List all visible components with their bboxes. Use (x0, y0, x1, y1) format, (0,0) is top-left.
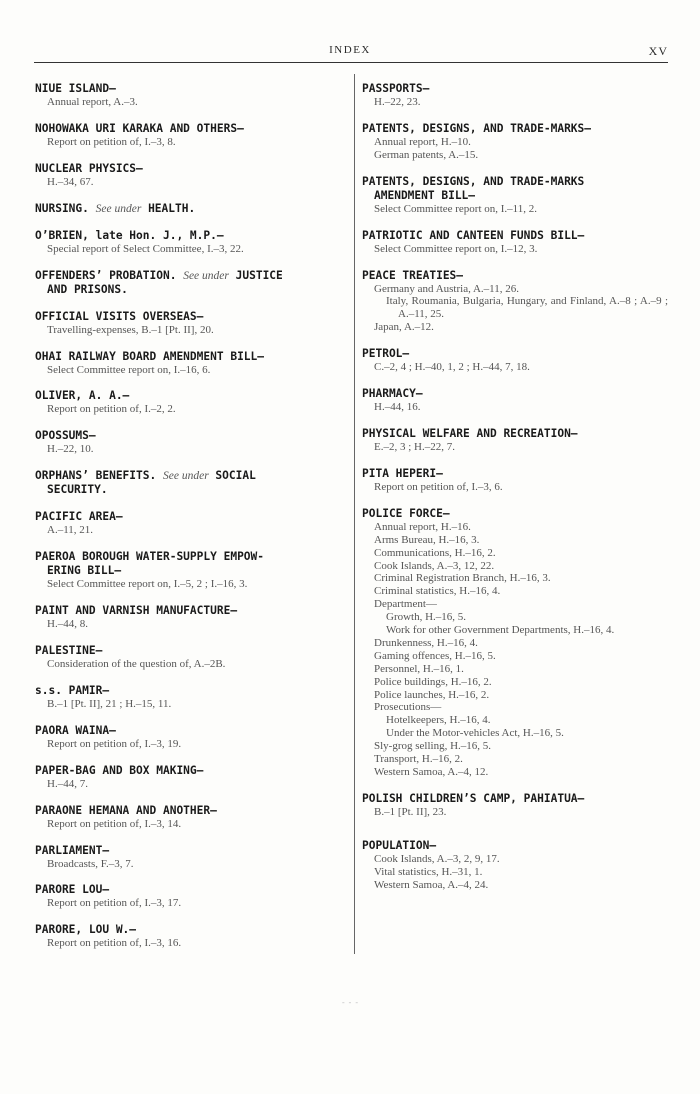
index-column-right (362, 82, 668, 892)
entry-reference: Annual report, H.–10. (374, 135, 471, 148)
entry-reference: Broadcasts, F.–3, 7. (47, 857, 134, 870)
index-entry (35, 883, 345, 910)
entry-reference: Select Committee report on, I.–12, 3. (374, 242, 538, 255)
entry-heading: PARLIAMENT— (35, 843, 110, 857)
index-entry (35, 229, 345, 256)
index-column-left (35, 82, 345, 950)
entry-reference: H.–34, 67. (47, 175, 94, 188)
entry-heading: NOHOWAKA URI KARAKA AND OTHERS— (35, 121, 244, 135)
entry-reference: Report on petition of, I.–3, 8. (47, 135, 176, 148)
entry-heading (35, 550, 345, 578)
entry-reference: Cook Islands, A.–3, 12, 22. (374, 559, 495, 572)
entry-heading: PITA HEPERI— (362, 466, 443, 480)
entry-title: OFFENDERS’ PROBATION. (35, 268, 177, 282)
entry-reference: Drunkenness, H.–16, 4. (374, 636, 478, 649)
entry-reference: H.–44, 8. (47, 618, 88, 631)
entry-reference: Hotelkeepers, H.–16, 4. (386, 714, 491, 727)
entry-heading: PHARMACY— (362, 387, 423, 401)
entry-reference: Report on petition of, I.–3, 14. (47, 817, 182, 830)
index-entry (362, 427, 668, 454)
entry-heading: OFFICIAL VISITS OVERSEAS— (35, 309, 204, 323)
cross-reference: JUSTICE (235, 268, 283, 282)
index-entry (362, 122, 668, 162)
entry-heading: PARORE, LOU W.— (35, 923, 137, 937)
entry-heading: PAORA WAINA— (35, 723, 116, 737)
entry-reference: Growth, H.–16, 5. (386, 611, 467, 624)
entry-heading: PACIFIC AREA— (35, 510, 123, 524)
entry-reference: Germany and Austria, A.–11, 26. (374, 282, 520, 295)
index-entry (35, 684, 345, 711)
index-entry (362, 839, 668, 892)
index-entry (35, 122, 345, 149)
entry-heading: POPULATION— (362, 838, 437, 852)
cross-reference-continuation: SECURITY. (47, 483, 108, 497)
entry-reference: C.–2, 4 ; H.–40, 1, 2 ; H.–44, 7, 18. (374, 361, 530, 374)
entry-heading: PAPER-BAG AND BOX MAKING— (35, 763, 204, 777)
entry-reference: Travelling-expenses, B.–1 [Pt. II], 20. (47, 323, 214, 336)
entry-heading: PALESTINE— (35, 643, 103, 657)
entry-reference: Transport, H.–16, 2. (374, 753, 463, 766)
entry-reference: H.–44, 7. (47, 777, 88, 790)
index-entry (35, 389, 345, 416)
index-entry (35, 202, 345, 216)
index-entry (35, 724, 345, 751)
index-entry (362, 269, 668, 335)
entry-title: ORPHANS’ BENEFITS. (35, 469, 157, 483)
entry-heading: O’BRIEN, late Hon. J., M.P.— (35, 228, 224, 242)
entry-heading: PETROL— (362, 347, 410, 361)
entry-heading (362, 175, 668, 203)
entry-reference: B.–1 [Pt. II], 23. (374, 805, 447, 818)
entry-reference: Report on petition of, I.–3, 16. (47, 937, 182, 950)
index-entry (362, 82, 668, 109)
index-entry (35, 469, 345, 497)
entry-heading: OHAI RAILWAY BOARD AMENDMENT BILL— (35, 349, 265, 363)
entry-reference: H.–44, 16. (374, 401, 421, 414)
entry-reference: H.–22, 10. (47, 443, 94, 456)
index-entry (362, 792, 668, 819)
entry-heading: NIUE ISLAND— (35, 82, 116, 95)
index-entry (35, 350, 345, 377)
entry-reference: Police buildings, H.–16, 2. (374, 675, 492, 688)
index-entry (35, 844, 345, 871)
entry-heading (35, 469, 345, 497)
index-entry (35, 269, 345, 297)
index-entry (35, 644, 345, 671)
entry-reference: A.–11, 21. (47, 524, 94, 537)
entry-reference: Prosecutions— (374, 701, 442, 714)
entry-heading: PARORE LOU— (35, 883, 110, 897)
entry-reference: Under the Motor-vehicles Act, H.–16, 5. (386, 727, 564, 740)
see-under-label: See under (183, 269, 229, 282)
entry-reference: Cook Islands, A.–3, 2, 9, 17. (374, 852, 500, 865)
entry-reference: Personnel, H.–16, 1. (374, 662, 464, 675)
entry-reference: Select Committee report on, I.–5, 2 ; I.–16, 3. (47, 578, 248, 591)
entry-heading: OPOSSUMS— (35, 429, 96, 443)
column-divider (354, 74, 355, 954)
entry-heading (35, 269, 345, 297)
entry-heading: s.s. PAMIR— (35, 683, 110, 697)
cross-reference-continuation: AND PRISONS. (47, 282, 128, 296)
entry-reference: Communications, H.–16, 2. (374, 546, 496, 559)
index-entry (35, 510, 345, 537)
entry-reference: E.–2, 3 ; H.–22, 7. (374, 440, 455, 453)
entry-reference: Department— (374, 598, 437, 611)
cross-reference: SOCIAL (215, 469, 256, 483)
entry-reference: Arms Bureau, H.–16, 3. (374, 533, 480, 546)
entry-heading: POLICE FORCE— (362, 506, 450, 520)
entry-reference: Report on petition of, I.–3, 17. (47, 897, 182, 910)
entry-heading: OLIVER, A. A.— (35, 389, 130, 403)
entry-heading: PATENTS, DESIGNS, AND TRADE-MARKS— (362, 121, 592, 135)
footer-mark: - - - (342, 998, 359, 1007)
entry-heading: PASSPORTS— (362, 82, 430, 95)
entry-reference: Annual report, H.–16. (374, 520, 471, 533)
index-entry (362, 175, 668, 216)
entry-heading: PEACE TREATIES— (362, 268, 464, 282)
index-entry (35, 804, 345, 831)
entry-reference: Annual report, A.–3. (47, 96, 138, 108)
index-entry (35, 82, 345, 109)
index-entry (35, 604, 345, 631)
entry-reference: Western Samoa, A.–4, 12. (374, 766, 489, 778)
page-header (0, 44, 700, 62)
entry-heading: POLISH CHILDREN’S CAMP, PAHIATUA— (362, 791, 585, 805)
entry-reference: Western Samoa, A.–4, 24. (374, 878, 489, 891)
entry-reference: Criminal statistics, H.–16, 4. (374, 585, 501, 598)
entry-reference: Work for other Government Departments, H.–16, 4. (386, 624, 615, 637)
index-entry (35, 310, 345, 337)
entry-reference: H.–22, 23. (374, 96, 421, 108)
entry-reference: Vital statistics, H.–31, 1. (374, 865, 483, 878)
index-entry (35, 764, 345, 791)
entry-reference: German patents, A.–15. (374, 148, 479, 161)
index-entry (35, 550, 345, 591)
entry-title: PATENTS, DESIGNS, AND TRADE-MARKS (362, 174, 585, 188)
entry-reference: Criminal Registration Branch, H.–16, 3. (374, 572, 551, 585)
index-entry (362, 229, 668, 256)
entry-heading: PATRIOTIC AND CANTEEN FUNDS BILL— (362, 228, 585, 242)
index-entry (35, 162, 345, 189)
header-title: INDEX (329, 44, 371, 56)
entry-reference: Select Committee report on, I.–16, 6. (47, 363, 211, 376)
entry-title-continuation: AMENDMENT BILL— (374, 188, 476, 202)
header-rule (34, 62, 668, 63)
entry-heading: PHYSICAL WELFARE AND RECREATION— (362, 426, 578, 440)
entry-title-continuation: ERING BILL— (47, 564, 122, 578)
entry-heading (35, 202, 345, 216)
index-entry (362, 387, 668, 414)
entry-reference: Sly-grog selling, H.–16, 5. (374, 740, 492, 753)
index-entry (35, 429, 345, 456)
entry-reference: Report on petition of, I.–2, 2. (47, 403, 176, 416)
index-entry (362, 507, 668, 779)
entry-reference: Japan, A.–12. (374, 321, 434, 334)
see-under-label: See under (95, 202, 142, 215)
page-number: XV (648, 44, 668, 58)
cross-reference: HEALTH. (148, 201, 196, 215)
entry-reference: Police launches, H.–16, 2. (374, 688, 490, 701)
entry-reference: B.–1 [Pt. II], 21 ; H.–15, 11. (47, 697, 172, 710)
entry-reference: Special report of Select Committee, I.–3, 22. (47, 242, 244, 255)
entry-reference: Gaming offences, H.–16, 5. (374, 649, 496, 662)
entry-reference: Report on petition of, I.–3, 19. (47, 737, 182, 750)
see-under-label: See under (163, 470, 209, 483)
index-entry (362, 467, 668, 494)
index-entry (362, 347, 668, 374)
entry-heading: PARAONE HEMANA AND ANOTHER— (35, 803, 217, 817)
entry-reference: Report on petition of, I.–3, 6. (374, 480, 503, 493)
entry-reference: Consideration of the question of, A.–2B. (47, 657, 226, 670)
entry-reference: Italy, Roumania, Bulgaria, Hungary, and Finland, A.–8 ; A.–9 ; A.–11, 25. (386, 295, 668, 321)
entry-title: NURSING. (35, 201, 89, 215)
entry-heading: NUCLEAR PHYSICS— (35, 161, 143, 175)
entry-title: PAEROA BOROUGH WATER-SUPPLY EMPOW- (35, 550, 265, 564)
index-entry (35, 923, 345, 950)
entry-heading: PAINT AND VARNISH MANUFACTURE— (35, 604, 238, 618)
entry-reference: Select Committee report on, I.–11, 2. (374, 202, 538, 215)
